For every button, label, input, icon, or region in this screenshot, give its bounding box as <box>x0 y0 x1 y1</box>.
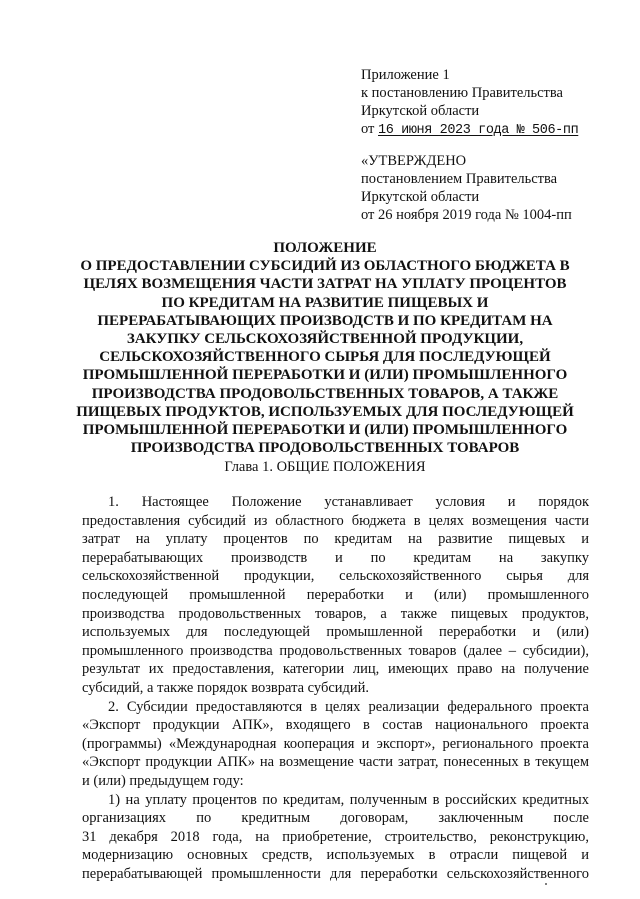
paragraph-line: организациях по кредитным договорам, заключенным после <box>82 810 589 827</box>
paragraph-line: субсидий, а также порядок возврата субсидий. <box>82 679 370 696</box>
paragraph-line: модернизацию основных средств, используемых в отрасли пищевой и <box>82 847 589 864</box>
title-line: ЗАКУПКУ СЕЛЬСКОХОЗЯЙСТВЕННОЙ ПРОДУКЦИИ, <box>126 331 524 348</box>
appendix-date-prefix: от <box>361 121 375 137</box>
paragraph-line: последующей промышленной переработки и (или) промышленного <box>82 586 589 603</box>
appendix-region: Иркутской области <box>361 103 480 119</box>
paragraph-line: «Экспорт продукции АПК», входящего в состав национального проекта <box>82 717 589 734</box>
title-line: ПРОИЗВОДСТВА ПРОДОВОЛЬСТВЕННЫХ ТОВАРОВ, А ТАКЖЕ <box>91 385 559 402</box>
appendix-date-line <box>361 120 578 140</box>
paragraph-line: сельскохозяйственной продукции, сельскохозяйственного сырья для <box>82 568 589 585</box>
title-line: ПРОМЫШЛЕННОЙ ПЕРЕРАБОТКИ И (ИЛИ) ПРОМЫШЛЕННОГО <box>82 422 568 439</box>
appendix-block <box>361 66 578 140</box>
paragraph-line: предоставления субсидий из областного бюджета в целях возмещения части <box>82 512 589 529</box>
paragraph-line: производства продовольственных товаров, а также пищевых продуктов, <box>82 605 589 622</box>
title-line: ЦЕЛЯХ ВОЗМЕЩЕНИЯ ЧАСТИ ЗАТРАТ НА УПЛАТУ ПРОЦЕНТОВ <box>83 276 567 293</box>
scan-speck <box>545 883 547 885</box>
paragraph-line: 1) на уплату процентов по кредитам, полученным в российских кредитных <box>108 791 589 808</box>
paragraph-line: промышленного производства продовольственных товаров (далее – субсидии), <box>82 642 589 659</box>
appendix-resolution-ref: к постановлению Правительства <box>361 85 563 101</box>
title-line: ПОЛОЖЕНИЕ <box>273 240 377 256</box>
paragraph-line: (программы) «Международная кооперация и экспорт», регионального проекта <box>82 735 589 752</box>
title-line: О ПРЕДОСТАВЛЕНИИ СУБСИДИЙ ИЗ ОБЛАСТНОГО БЮДЖЕТА В <box>80 258 570 275</box>
paragraph-line: используемых для последующей промышленной переработки и (или) <box>82 624 589 641</box>
title-line: ПРОМЫШЛЕННОЙ ПЕРЕРАБОТКИ И (ИЛИ) ПРОМЫШЛЕННОГО <box>82 367 568 384</box>
paragraph-line: перерабатывающей промышленности для переработки сельскохозяйственного <box>82 865 589 882</box>
document-body <box>82 493 589 883</box>
title-line: ПО КРЕДИТАМ НА РАЗВИТИЕ ПИЩЕВЫХ И <box>161 294 489 311</box>
paragraph-line: 2. Субсидии предоставляются в целях реализации федерального проекта <box>108 698 589 715</box>
appendix-title: Приложение 1 <box>361 67 450 83</box>
paragraph-line: «Экспорт продукции АПК» на возмещение части затрат, понесенных в текущем <box>82 754 589 771</box>
approval-heading: «УТВЕРЖДЕНО <box>361 153 467 169</box>
paragraph-line: 31 декабря 2018 года, на приобретение, строительство, реконструкцию, <box>82 828 589 845</box>
approval-date: от 26 ноября 2019 года № 1004-пп <box>361 207 572 223</box>
approval-resolution: постановлением Правительства <box>361 171 558 187</box>
title-line: ПРОИЗВОДСТВА ПРОДОВОЛЬСТВЕННЫХ ТОВАРОВ <box>130 440 520 457</box>
paragraph-1 <box>82 493 589 698</box>
paragraph-2-item-1 <box>82 791 589 884</box>
chapter-heading: Глава 1. ОБЩИЕ ПОЛОЖЕНИЯ <box>224 459 426 475</box>
title-line: СЕЛЬСКОХОЗЯЙСТВЕННОГО СЫРЬЯ ДЛЯ ПОСЛЕДУЮЩЕЙ <box>99 349 551 366</box>
paragraph-line: перерабатывающих производств и по кредитам на закупку <box>82 549 589 566</box>
paragraph-line: и (или) предыдущем году: <box>82 772 244 789</box>
paragraph-2 <box>82 698 589 791</box>
document-title <box>40 239 610 457</box>
title-line: ПЕРЕРАБАТЫВАЮЩИХ ПРОИЗВОДСТВ И ПО КРЕДИТАМ НА <box>97 312 553 329</box>
appendix-date-value: 16 июня 2023 года № 506-пп <box>378 123 579 138</box>
paragraph-line: результат их предоставления, категории лиц, имеющих право на получение <box>82 661 589 678</box>
approval-block <box>361 152 572 224</box>
paragraph-line: затрат на уплату процентов по кредитам на развитие пищевых и <box>82 531 589 548</box>
approval-region: Иркутской области <box>361 189 480 205</box>
paragraph-line: 1. Настоящее Положение устанавливает условия и порядок <box>108 494 589 510</box>
title-line: ПИЩЕВЫХ ПРОДУКТОВ, ИСПОЛЬЗУЕМЫХ ДЛЯ ПОСЛЕДУЮЩЕЙ <box>76 403 574 420</box>
